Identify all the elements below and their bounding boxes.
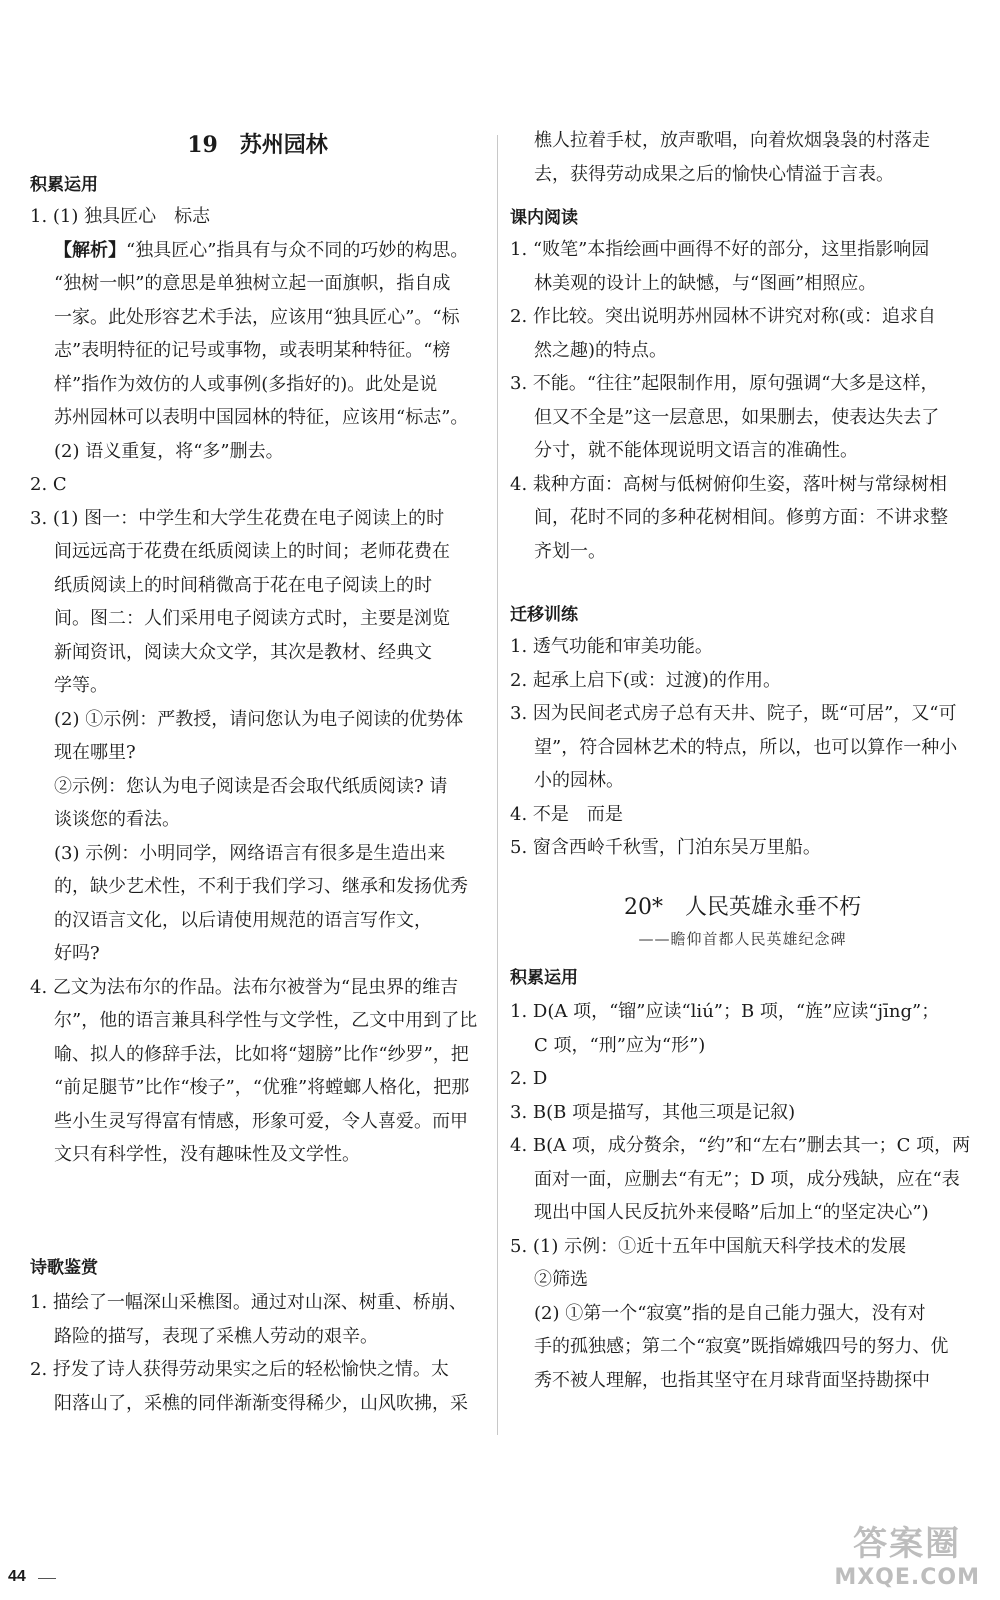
watermark-url: MXQE.COM <box>834 1565 980 1590</box>
answer-1-line: (2) 语义重复，将“多”删去。 <box>54 440 284 462</box>
answer-3-line: 学等。 <box>54 675 108 696</box>
reading-answer-2-line: 然之趣)的特点。 <box>534 339 668 361</box>
answer-20-5-line: ②筛选 <box>534 1269 588 1290</box>
answer-3-line: 间。图二：人们采用电子阅读方式时，主要是浏览 <box>54 608 450 629</box>
poetry-continued <box>510 124 975 191</box>
answer-1-line: 苏州园林可以表明中国园林的特征，应该用“标志”。 <box>54 407 469 428</box>
answer-3-line: (2) ①示例：严教授，请问您认为电子阅读的优势体 <box>54 708 464 730</box>
answer-3-line: 3. (1) 图一：中学生和大学生花费在电子阅读上的时 <box>30 507 445 529</box>
answer-3-line: 间远远高于花费在纸质阅读上的时间；老师花费在 <box>54 541 450 562</box>
answer-1-line: 志”表明特征的记号或事物，或表明某种特征。“榜 <box>54 340 451 361</box>
column-divider <box>497 135 498 1435</box>
watermark <box>834 1516 980 1590</box>
answer-20-2: 2. D <box>510 1068 548 1089</box>
analysis-text: “独具匠心”指具有与众不同的巧妙的构思。 <box>126 239 469 261</box>
answer-1-line: 一家。此处形容艺术手法，应该用“独具匠心”。“标 <box>54 306 460 328</box>
transfer-answer-3-line: 小的园林。 <box>534 770 624 791</box>
heading-in-class-reading: 课内阅读 <box>510 208 578 228</box>
section-subtitle-20: ——瞻仰首都人民英雄纪念碑 <box>638 930 847 948</box>
answer-3-line: 现在哪里? <box>54 742 136 763</box>
section-title-20: 20* 人民英雄永垂不朽 <box>624 895 861 920</box>
answer-4-line: “前足腿节”比作“梭子”，“优雅”将螳螂人格化，把那 <box>54 1077 470 1098</box>
transfer-answer-4: 4. 不是 而是 <box>510 803 623 825</box>
answer-4-line: 些小生灵写得富有情感，形象可爱，令人喜爱。而甲 <box>54 1110 468 1132</box>
answer-3-line: 好吗? <box>54 943 100 964</box>
continued-line: 樵人拉着手杖，放声歌唱，向着炊烟袅袅的村落走 <box>534 130 930 151</box>
poetry-answer-2-line: 阳落山了，采樵的同伴渐渐变得稀少，山风吹拂，采 <box>54 1392 468 1414</box>
transfer-answer-1: 1. 透气功能和审美功能。 <box>510 636 713 657</box>
poetry-answer-1-line: 1. 描绘了一幅深山采樵图。通过对山深、树重、桥崩、 <box>30 1292 467 1313</box>
watermark-logo: 答案圈 <box>853 1524 962 1564</box>
answer-20-3: 3. B(B 项是描写，其他三项是记叙) <box>510 1101 796 1123</box>
answer-3-line: 的汉语言文化，以后请使用规范的语言写作文， <box>54 909 432 931</box>
reading-answer-3-line: 分寸，就不能体现说明文语言的准确性。 <box>534 440 858 461</box>
answer-20-4-line: 面对一面，应删去“有无”；D 项，成分残缺，应在“表 <box>534 1168 960 1190</box>
answer-3-line: 纸质阅读上的时间稍微高于花在电子阅读上的时 <box>54 574 432 596</box>
answer-20-4-line: 4. B(A 项，成分赘余，“约”和“左右”删去其一；C 项，两 <box>510 1135 971 1156</box>
answer-1-line: 1. (1) 独具匠心 标志 <box>30 206 211 227</box>
answer-4-line: 喻、拟人的修辞手法，比如将“翅膀”比作“纱罗”，把 <box>54 1043 469 1065</box>
poetry-answers <box>30 1286 485 1420</box>
analysis-line <box>30 234 485 268</box>
reading-answer-3-line: 但又不全是”这一层意思，如果删去，使表达失去了 <box>534 406 940 428</box>
heading-accumulation: 积累运用 <box>30 175 98 195</box>
answer-20-5-line: (2) ①第一个“寂寞”指的是自己能力强大，没有对 <box>534 1302 926 1324</box>
section-title-19: 19 苏州园林 <box>187 132 328 158</box>
in-class-answers <box>510 233 975 568</box>
answer-20-5-line: 手的孤独感；第二个“寂寞”既指嫦娥四号的努力、优 <box>534 1336 949 1357</box>
answer-4-line: 文只有科学性，没有趣味性及文学性。 <box>54 1144 360 1165</box>
answer-2: 2. C <box>30 474 67 495</box>
answer-1 <box>30 200 485 1172</box>
answer-20-5-line: 5. (1) 示例：①近十五年中国航天科学技术的发展 <box>510 1235 907 1257</box>
answer-20-5-line: 秀不被人理解，也指其坚守在月球背面坚持勘探中 <box>534 1369 930 1391</box>
reading-answer-1-line: 1. “败笔”本指绘画中画得不好的部分，这里指影响园 <box>510 239 930 260</box>
transfer-answer-3-line: 3. 因为民间老式房子总有天井、院子，既“可居”，又“可 <box>510 703 957 724</box>
answer-4-line: 尔”，他的语言兼具科学性与文学性，乙文中用到了比 <box>54 1010 478 1031</box>
answer-3-line: 新闻资讯，阅读大众文学，其次是教材、经典文 <box>54 641 432 663</box>
answer-1-line: “独树一帜”的意思是单独树立起一面旗帜，指自成 <box>54 273 451 294</box>
transfer-answer-5: 5. 窗含西岭千秋雪，门泊东吴万里船。 <box>510 837 821 858</box>
poetry-answer-2-line: 2. 抒发了诗人获得劳动果实之后的轻松愉快之情。太 <box>30 1359 449 1380</box>
reading-answer-1-line: 林美观的设计上的缺憾，与“图画”相照应。 <box>534 272 877 294</box>
heading-poetry: 诗歌鉴赏 <box>30 1258 98 1278</box>
reading-answer-4-line: 间，花时不同的多种花树相间。修剪方面：不讲求整 <box>534 507 948 528</box>
answer-3-line: (3) 示例：小明同学，网络语言有很多是生造出来 <box>54 842 446 864</box>
answer-20-1-line: C 项，“刑”应为“形”) <box>534 1034 706 1056</box>
answer-3-line: 的，缺少艺术性，不利于我们学习、继承和发扬优秀 <box>54 876 468 897</box>
page-number: 44 <box>8 1568 26 1585</box>
reading-answer-3-line: 3. 不能。“往往”起限制作用，原句强调“大多是这样， <box>510 373 939 394</box>
reading-answer-4-line: 4. 栽种方面：高树与低树俯仰生姿，落叶树与常绿树相 <box>510 473 947 495</box>
continued-line: 去，获得劳动成果之后的愉快心情溢于言表。 <box>534 163 894 185</box>
answer-1-line: 样”指作为效仿的人或事例(多指好的)。此处是说 <box>54 373 438 395</box>
poetry-answer-1-line: 路险的描写，表现了采樵人劳动的艰辛。 <box>54 1325 378 1347</box>
heading-transfer-training: 迁移训练 <box>510 605 578 625</box>
analysis-tag: 【解析】 <box>54 239 126 261</box>
page-number-rule <box>38 1578 56 1579</box>
transfer-answer-2: 2. 起承上启下(或：过渡)的作用。 <box>510 669 781 691</box>
answer-3-line: 谈谈您的看法。 <box>54 809 180 830</box>
transfer-answer-3-line: 望”，符合园林艺术的特点，所以，也可以算作一种小 <box>534 736 958 758</box>
answer-3-line: ②示例：您认为电子阅读是否会取代纸质阅读? 请 <box>54 775 448 797</box>
heading-accumulation-2: 积累运用 <box>510 968 578 988</box>
accumulation-answers-2 <box>510 995 975 1397</box>
answer-4-line: 4. 乙文为法布尔的作品。法布尔被誉为“昆虫界的维吉 <box>30 976 459 998</box>
reading-answer-4-line: 齐划一。 <box>534 540 606 562</box>
reading-answer-2-line: 2. 作比较。突出说明苏州园林不讲究对称(或：追求自 <box>510 306 936 327</box>
answer-20-4-line: 现出中国人民反抗外来侵略”后加上“的坚定决心”) <box>534 1202 929 1223</box>
transfer-answers <box>510 630 975 865</box>
answer-20-1-line: 1. D(A 项，“镏”应读“liú”；B 项，“旌”应读“jīng”； <box>510 1001 940 1022</box>
